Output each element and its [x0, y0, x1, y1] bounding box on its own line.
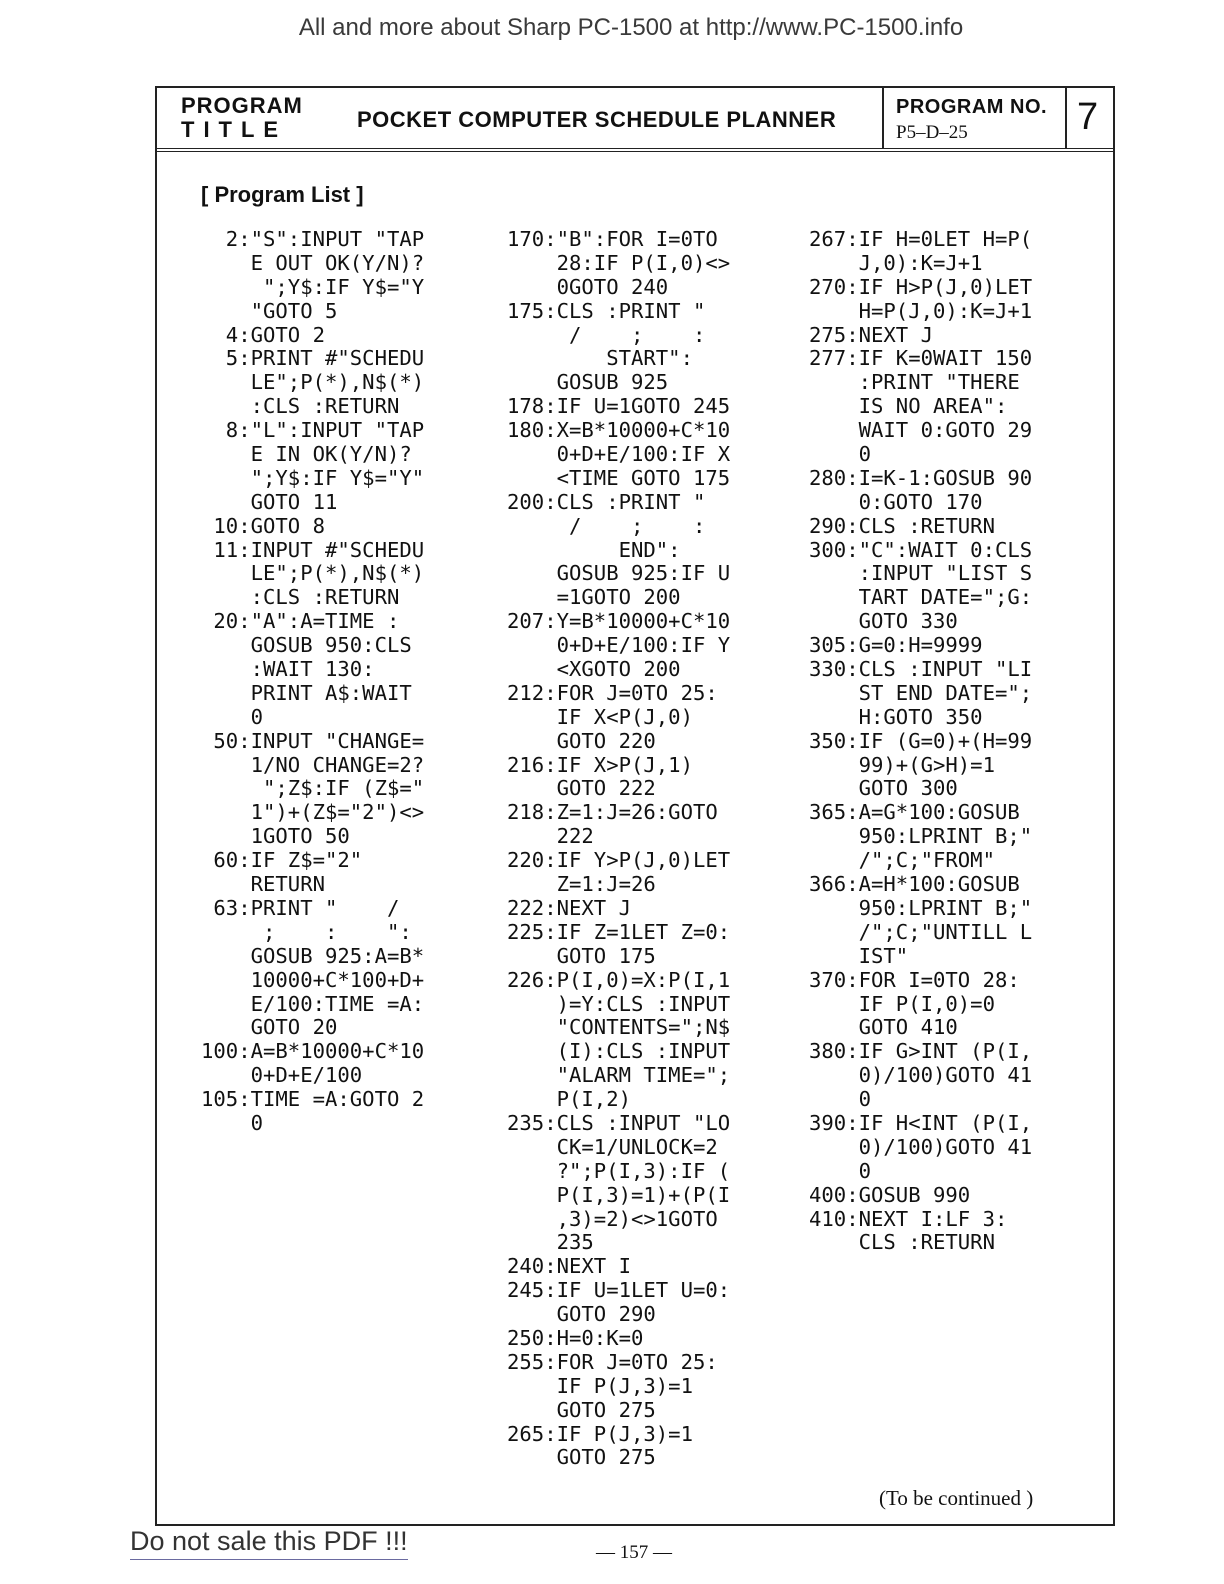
- code-line: / ; :: [507, 513, 706, 538]
- code-line: 255:FOR J=0TO 25:: [507, 1349, 718, 1374]
- code-line: 216:IF X>P(J,1): [507, 752, 693, 777]
- program-title-label: [181, 94, 303, 142]
- code-line: IST": [809, 943, 909, 968]
- code-line: <XGOTO 200: [507, 657, 681, 682]
- continued-note: (To be continued ): [879, 1486, 1034, 1510]
- code-line: CLS :RETURN: [809, 1230, 995, 1255]
- code-line: 1")+(Z$="2")<>: [201, 800, 425, 825]
- code-line: :CLS :RETURN: [201, 394, 400, 419]
- code-line: GOTO 220: [507, 728, 656, 753]
- code-line: 350:IF (G=0)+(H=99: [809, 728, 1033, 753]
- code-line: J,0):K=J+1: [809, 250, 983, 275]
- code-line: 0: [809, 1158, 871, 1183]
- code-line: 0)/100)GOTO 41: [809, 1063, 1033, 1088]
- code-line: 100:A=B*10000+C*10: [201, 1039, 425, 1064]
- code-line: GOTO 275: [507, 1445, 656, 1470]
- code-line: 5:PRINT #"SCHEDU: [201, 346, 425, 371]
- code-line: 8:"L":INPUT "TAP: [201, 418, 425, 443]
- page-number: — 157 —: [596, 1542, 672, 1563]
- code-line: P(I,2): [507, 1087, 631, 1112]
- code-line: 212:FOR J=0TO 25:: [507, 680, 718, 705]
- code-line: )=Y:CLS :INPUT: [507, 991, 731, 1016]
- code-line: 99)+(G>H)=1: [809, 752, 995, 777]
- code-line: GOTO 20: [201, 1015, 338, 1040]
- code-line: 277:IF K=0WAIT 150: [809, 346, 1033, 371]
- code-line: 410:NEXT I:LF 3:: [809, 1206, 1008, 1231]
- code-line: 207:Y=B*10000+C*10: [507, 609, 731, 634]
- code-line: <TIME GOTO 175: [507, 465, 731, 490]
- sheet-header: [157, 88, 1113, 152]
- code-line: GOTO 330: [809, 609, 958, 634]
- section-title: [ Program List ]: [201, 182, 364, 207]
- code-line: 245:IF U=1LET U=0:: [507, 1278, 731, 1303]
- code-line: Z=1:J=26: [507, 872, 656, 897]
- code-line: IF X<P(J,0): [507, 704, 693, 729]
- code-line: E IN OK(Y/N)?: [201, 442, 412, 467]
- code-line: 0: [809, 1087, 871, 1112]
- code-line: "GOTO 5: [201, 298, 338, 323]
- code-line: (I):CLS :INPUT: [507, 1039, 731, 1064]
- code-line: 380:IF G>INT (P(I,: [809, 1039, 1033, 1064]
- code-line: 240:NEXT I: [507, 1254, 631, 1279]
- code-line: IS NO AREA":: [809, 394, 1008, 419]
- code-line: 365:A=G*100:GOSUB: [809, 800, 1020, 825]
- code-line: GOSUB 925:A=B*: [201, 943, 425, 968]
- code-line: :CLS :RETURN: [201, 585, 400, 610]
- code-line: END":: [507, 537, 681, 562]
- code-line: ,3)=2)<>1GOTO: [507, 1206, 718, 1231]
- code-line: 180:X=B*10000+C*10: [507, 418, 731, 443]
- code-line: GOTO 410: [809, 1015, 958, 1040]
- code-line: 222:NEXT J: [507, 895, 631, 920]
- code-line: "CONTENTS=";N$: [507, 1015, 731, 1040]
- code-line: 0:GOTO 170: [809, 489, 983, 514]
- code-line: 265:IF P(J,3)=1: [507, 1421, 693, 1446]
- code-line: H:GOTO 350: [809, 704, 983, 729]
- code-line: 218:Z=1:J=26:GOTO: [507, 800, 718, 825]
- listing-column-2: [507, 228, 730, 1470]
- code-line: /";C;"UNTILL L: [809, 919, 1033, 944]
- code-line: 300:"C":WAIT 0:CLS: [809, 537, 1033, 562]
- code-line: 2:"S":INPUT "TAP: [201, 227, 425, 251]
- code-line: CK=1/UNLOCK=2: [507, 1134, 718, 1159]
- label-line-2: TITLE: [181, 117, 288, 142]
- code-line: ST END DATE=";: [809, 680, 1033, 705]
- code-line: IF P(J,3)=1: [507, 1373, 693, 1398]
- program-sheet: [155, 86, 1115, 1526]
- code-line: START":: [507, 346, 693, 371]
- program-title: POCKET COMPUTER SCHEDULE PLANNER: [357, 107, 837, 132]
- code-line: 220:IF Y>P(J,0)LET: [507, 848, 731, 873]
- code-line: 4:GOTO 2: [201, 322, 325, 347]
- code-line: ?";P(I,3):IF (: [507, 1158, 731, 1183]
- code-line: 0: [809, 442, 871, 467]
- code-line: 400:GOSUB 990: [809, 1182, 971, 1207]
- code-line: 950:LPRINT B;": [809, 824, 1033, 849]
- code-line: 1GOTO 50: [201, 824, 350, 849]
- code-line: 250:H=0:K=0: [507, 1325, 644, 1350]
- code-line: GOTO 175: [507, 943, 656, 968]
- site-banner: All and more about Sharp PC-1500 at http://www.PC-1500.info: [298, 14, 964, 41]
- code-line: 235: [507, 1230, 594, 1255]
- code-line: 1/NO CHANGE=2?: [201, 752, 425, 777]
- code-line: 305:G=0:H=9999: [809, 633, 983, 658]
- code-line: 10000+C*100+D+: [201, 967, 425, 992]
- code-line: :PRINT "THERE: [809, 370, 1020, 395]
- code-line: 28:IF P(I,0)<>: [507, 250, 731, 275]
- code-line: 0+D+E/100: [201, 1063, 363, 1088]
- code-line: GOSUB 925: [507, 370, 669, 395]
- code-line: 0: [201, 1110, 263, 1135]
- code-line: 370:FOR I=0TO 28:: [809, 967, 1020, 992]
- code-line: GOSUB 925:IF U: [507, 561, 731, 586]
- code-line: 11:INPUT #"SCHEDU: [201, 537, 425, 562]
- footer-notice: Do not sale this PDF !!!: [130, 1526, 408, 1560]
- code-line: 267:IF H=0LET H=P(: [809, 227, 1033, 251]
- code-line: 0: [201, 704, 263, 729]
- code-line: 170:"B":FOR I=0TO: [507, 227, 718, 251]
- code-line: PRINT A$:WAIT: [201, 680, 412, 705]
- code-line: GOTO 290: [507, 1302, 656, 1327]
- listing-column-1: [201, 228, 424, 1136]
- code-line: 0GOTO 240: [507, 274, 669, 299]
- code-line: 222: [507, 824, 594, 849]
- code-line: 50:INPUT "CHANGE=: [201, 728, 425, 753]
- code-line: 200:CLS :PRINT ": [507, 489, 706, 514]
- code-line: /";C;"FROM": [809, 848, 995, 873]
- code-line: 105:TIME =A:GOTO 2: [201, 1087, 425, 1112]
- code-line: 330:CLS :INPUT "LI: [809, 657, 1033, 682]
- program-number: P5–D–25: [896, 122, 968, 143]
- code-line: 390:IF H<INT (P(I,: [809, 1110, 1033, 1135]
- code-line: GOTO 275: [507, 1397, 656, 1422]
- code-line: 290:CLS :RETURN: [809, 513, 995, 538]
- code-line: 175:CLS :PRINT ": [507, 298, 706, 323]
- code-line: 0+D+E/100:IF X: [507, 442, 731, 467]
- program-number-box: [882, 88, 1067, 148]
- code-line: 270:IF H>P(J,0)LET: [809, 274, 1033, 299]
- code-line: / ; :: [507, 322, 706, 347]
- listing-column-3: [809, 228, 1032, 1255]
- code-line: 366:A=H*100:GOSUB: [809, 872, 1020, 897]
- code-line: ";Y$:IF Y$="Y: [201, 274, 425, 299]
- code-line: E/100:TIME =A:: [201, 991, 425, 1016]
- code-line: E OUT OK(Y/N)?: [201, 250, 425, 275]
- code-line: H=P(J,0):K=J+1: [809, 298, 1033, 323]
- code-line: 60:IF Z$="2": [201, 848, 363, 873]
- code-line: ; : ":: [201, 919, 412, 944]
- code-line: 280:I=K-1:GOSUB 90: [809, 465, 1033, 490]
- code-line: RETURN: [201, 872, 325, 897]
- code-line: 950:LPRINT B;": [809, 895, 1033, 920]
- code-line: GOTO 11: [201, 489, 338, 514]
- code-line: 178:IF U=1GOTO 245: [507, 394, 731, 419]
- code-line: GOTO 222: [507, 776, 656, 801]
- code-line: :WAIT 130:: [201, 657, 375, 682]
- code-line: TART DATE=";G:: [809, 585, 1033, 610]
- code-line: 0+D+E/100:IF Y: [507, 633, 731, 658]
- code-line: GOTO 300: [809, 776, 958, 801]
- code-line: 63:PRINT " /: [201, 895, 400, 920]
- code-line: P(I,3)=1)+(P(I: [507, 1182, 731, 1207]
- code-line: ";Y$:IF Y$="Y": [201, 465, 425, 490]
- code-line: 235:CLS :INPUT "LO: [507, 1110, 731, 1135]
- code-line: LE";P(*),N$(*): [201, 370, 425, 395]
- code-line: LE";P(*),N$(*): [201, 561, 425, 586]
- code-line: WAIT 0:GOTO 29: [809, 418, 1033, 443]
- label-line-1: PROGRAM: [181, 93, 303, 118]
- page-badge: 7: [1077, 96, 1099, 138]
- program-number-label: PROGRAM NO.: [896, 96, 1048, 118]
- code-line: IF P(I,0)=0: [809, 991, 995, 1016]
- code-line: 10:GOTO 8: [201, 513, 325, 538]
- code-line: 225:IF Z=1LET Z=0:: [507, 919, 731, 944]
- code-line: 0)/100)GOTO 41: [809, 1134, 1033, 1159]
- code-line: ";Z$:IF (Z$=": [201, 776, 425, 801]
- code-line: 275:NEXT J: [809, 322, 933, 347]
- code-line: 20:"A":A=TIME :: [201, 609, 400, 634]
- code-line: :INPUT "LIST S: [809, 561, 1033, 586]
- code-line: GOSUB 950:CLS: [201, 633, 412, 658]
- code-line: "ALARM TIME=";: [507, 1063, 731, 1088]
- code-line: 226:P(I,0)=X:P(I,1: [507, 967, 731, 992]
- code-line: =1GOTO 200: [507, 585, 681, 610]
